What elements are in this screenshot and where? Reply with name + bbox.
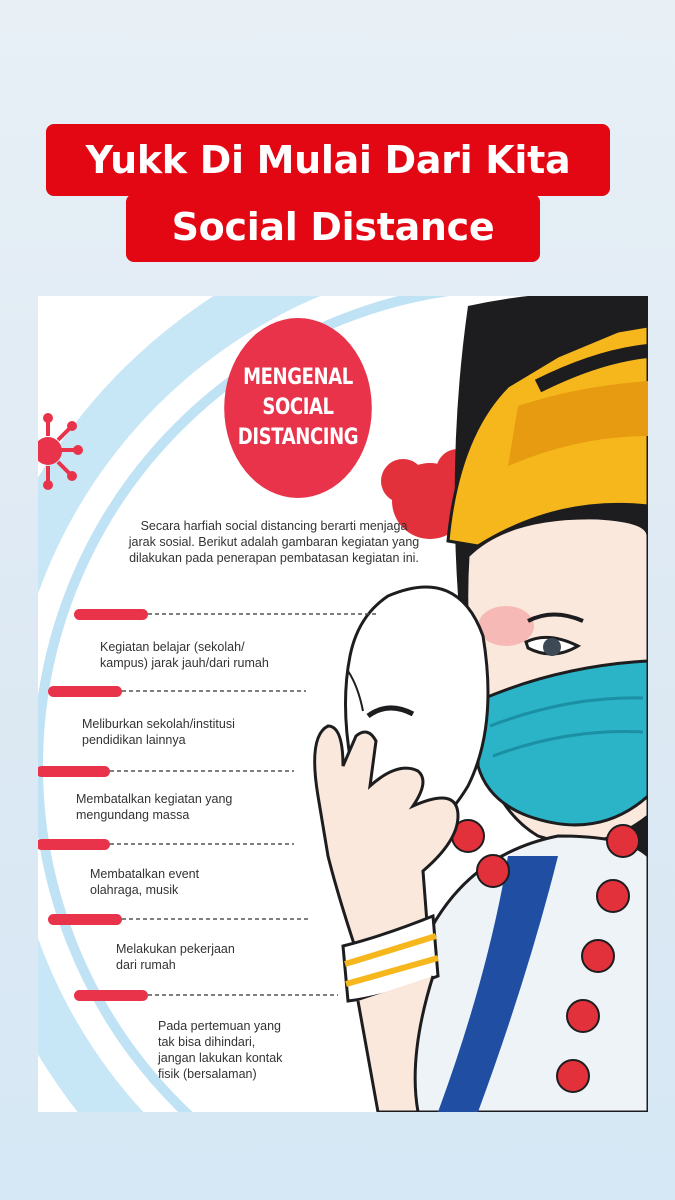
badge-circle [224, 318, 372, 498]
list-item-line: Membatalkan event [90, 867, 200, 881]
list-item-line: fisik (bersalaman) [158, 1067, 257, 1081]
infographic-poster [38, 296, 648, 1112]
list-item-line: jangan lakukan kontak [158, 1051, 283, 1065]
list-item-line: tak bisa dihindari, [158, 1035, 256, 1049]
list-item-line: kampus) jarak jauh/dari rumah [100, 656, 269, 670]
title-line-2: Social Distance [126, 194, 540, 262]
list-item [100, 639, 269, 671]
list-item [158, 1018, 282, 1082]
list-item-line: Melakukan pekerjaan [116, 942, 235, 956]
list-item-line: Pada pertemuan yang [158, 1019, 282, 1033]
list-item-line: olahraga, musik [90, 883, 179, 897]
list-item [90, 866, 199, 898]
list-item [82, 716, 235, 748]
list-item [116, 941, 235, 973]
list-item-line: Meliburkan sekolah/institusi [82, 717, 235, 731]
badge-line-3: DISTANCING [237, 425, 359, 450]
cheek-blush [478, 606, 534, 646]
list-item-line: pendidikan lainnya [82, 733, 186, 747]
title-line-1: Yukk Di Mulai Dari Kita [46, 124, 610, 196]
eye-iris [543, 638, 561, 656]
list-item-line: Membatalkan kegiatan yang [76, 792, 233, 806]
list-item-line: Kegiatan belajar (sekolah/ [100, 640, 245, 654]
badge-line-2: SOCIAL [262, 395, 334, 420]
list-item-line: dari rumah [116, 958, 176, 972]
list-item [76, 791, 232, 823]
list-item-line: mengundang massa [76, 808, 190, 822]
badge-line-1: MENGENAL [243, 365, 353, 390]
intro-paragraph: Secara harfiah social distancing berarti menjaga jarak sosial. Berikut adalah gambaran kegiatan yang dilakukan pada penerapan pembatasan kegiatan ini. [128, 519, 420, 565]
